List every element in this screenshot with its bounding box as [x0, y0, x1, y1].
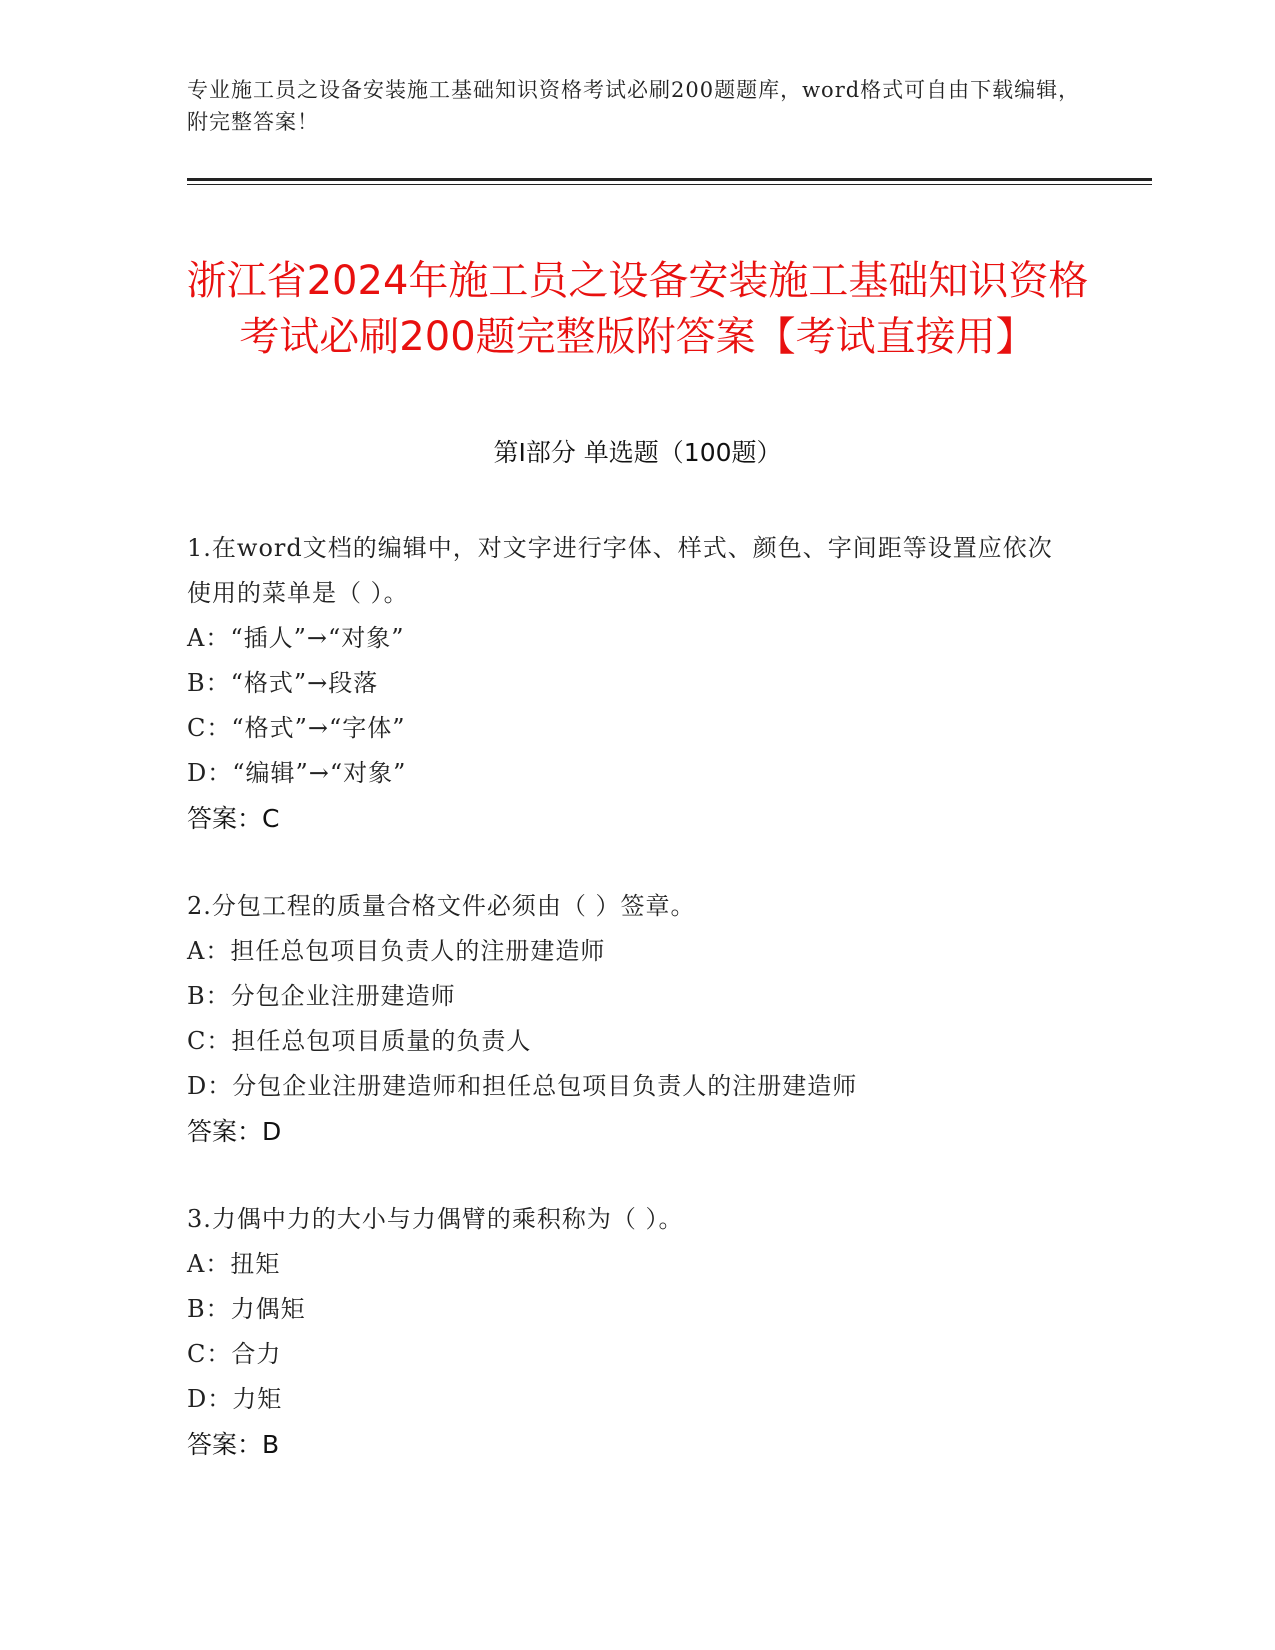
option-a: A：“插人”→“对象”: [187, 624, 405, 652]
option-a: A：担任总包项目负责人的注册建造师: [187, 937, 606, 965]
question-1: [187, 526, 1067, 841]
question-list: [187, 526, 1067, 1510]
option-d: D：“编辑”→“对象”: [187, 759, 407, 787]
document-title: 浙江省2024年施工员之设备安装施工基础知识资格考试必刷200题完整版附答案【考试直接用】: [186, 257, 1089, 360]
answer: 答案：C: [187, 804, 280, 833]
option-b: B：力偶矩: [187, 1295, 306, 1323]
option-c: C：合力: [187, 1340, 282, 1368]
option-d: D：分包企业注册建造师和担任总包项目负责人的注册建造师: [187, 1072, 858, 1100]
question-3: [187, 1197, 1067, 1467]
option-d: D：力矩: [187, 1385, 283, 1413]
question-2: [187, 884, 1067, 1154]
question-stem: 3.力偶中力的大小与力偶臂的乘积称为（ ）。: [187, 1205, 684, 1233]
option-a: A：扭矩: [187, 1250, 281, 1278]
question-stem: 2.分包工程的质量合格文件必须由（ ）签章。: [187, 892, 696, 920]
option-c: C：“格式”→“字体”: [187, 714, 406, 742]
header-rule-thin: [187, 184, 1152, 185]
answer: 答案：D: [187, 1117, 282, 1146]
header-note: 专业施工员之设备安装施工基础知识资格考试必刷200题题库，word格式可自由下载编辑，附完整答案！: [187, 78, 1081, 134]
question-stem: 1.在word文档的编辑中，对文字进行字体、样式、颜色、字间距等设置应依次使用的菜单是（ ）。: [187, 534, 1053, 607]
section-title: 第Ⅰ部分 单选题（100题）: [493, 438, 782, 467]
option-c: C：担任总包项目质量的负责人: [187, 1027, 532, 1055]
option-b: B：分包企业注册建造师: [187, 982, 456, 1010]
option-b: B：“格式”→段落: [187, 669, 379, 697]
header-rule-thick: [187, 178, 1152, 181]
answer: 答案：B: [187, 1430, 280, 1459]
